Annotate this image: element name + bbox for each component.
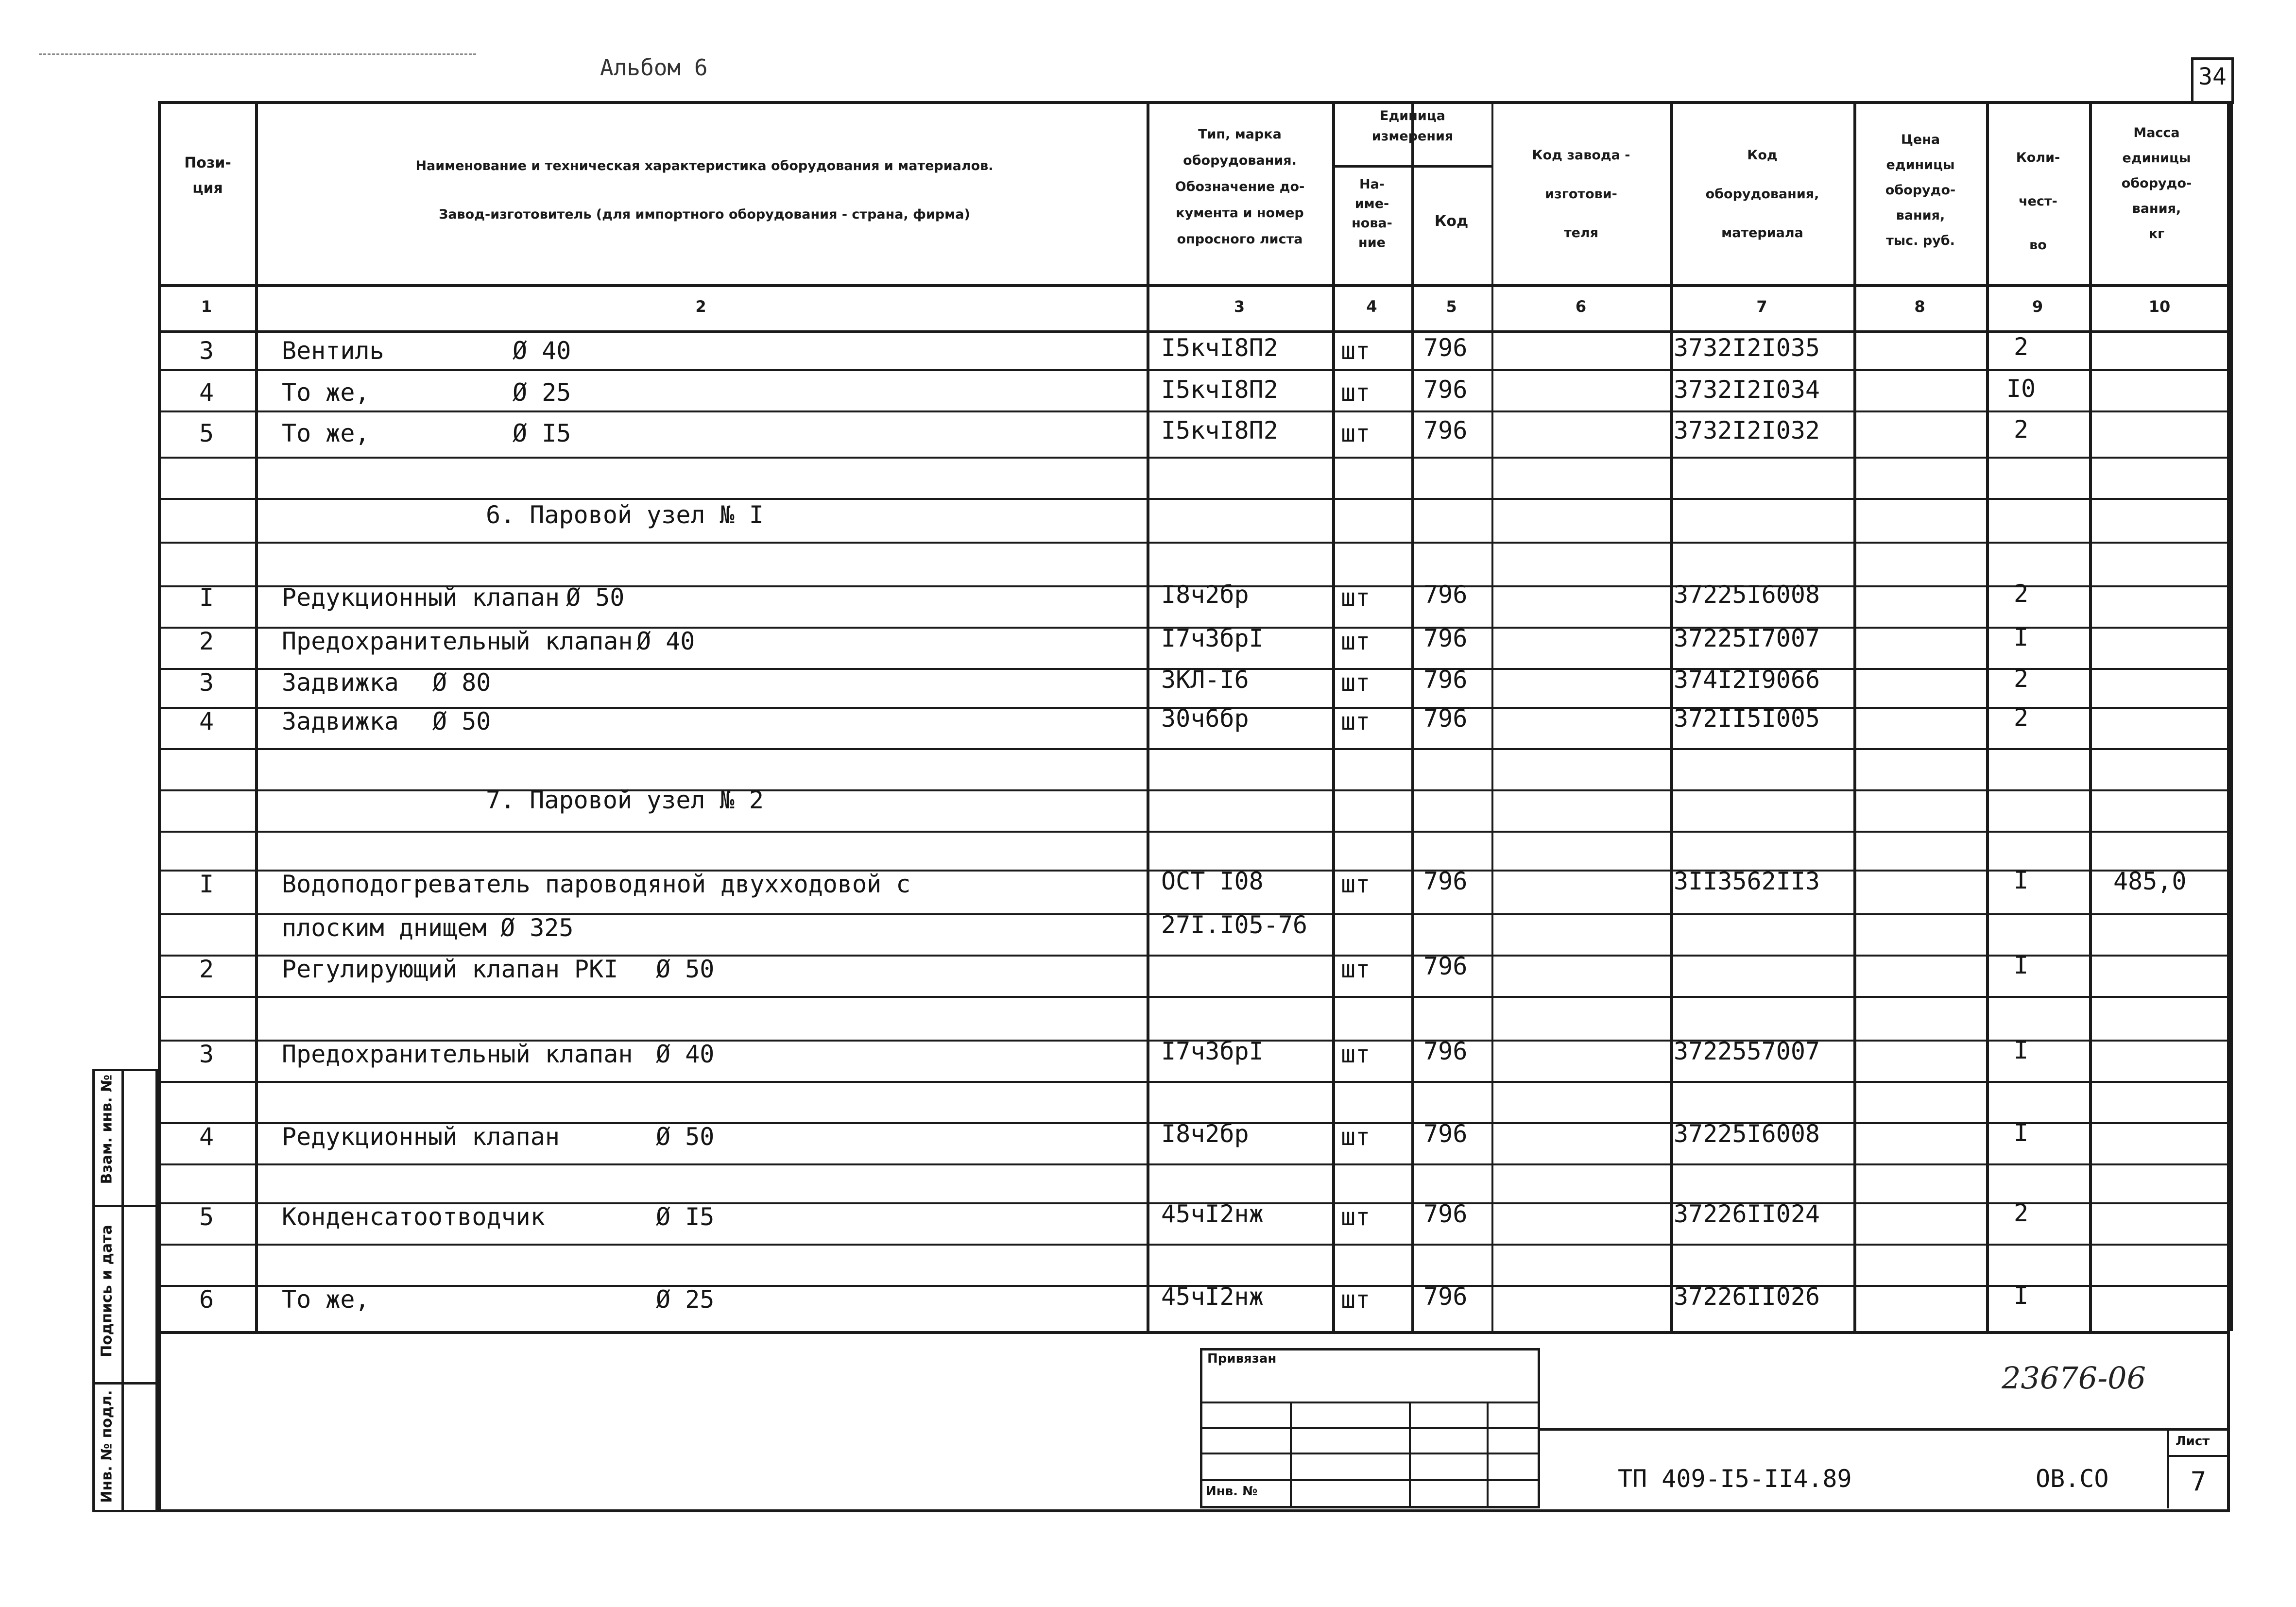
row-unit-code: 796 xyxy=(1423,666,1468,694)
handwritten-number: 23676-06 xyxy=(2002,1360,2146,1396)
column-divider xyxy=(2230,101,2233,1331)
row-divider xyxy=(158,498,2230,500)
inv-no-label: Инв. № xyxy=(1206,1484,1258,1499)
sheet-label: Лист xyxy=(2176,1434,2210,1449)
side-stamp-line xyxy=(92,1205,158,1207)
side-stamp-orig-inv: Инв. № подл. xyxy=(98,1390,116,1503)
side-stamp-signature-date: Подпись и дата xyxy=(98,1225,116,1357)
row-diameter: Ø 50 xyxy=(566,583,625,612)
row-quantity: I xyxy=(2013,1119,2029,1147)
row-type: I7ч3брI xyxy=(1161,624,1264,652)
row-unit-code: 796 xyxy=(1423,334,1468,362)
row-quantity: 2 xyxy=(2013,580,2029,608)
header-equipment-code: Код оборудования, материала xyxy=(1705,148,1819,240)
row-divider xyxy=(158,831,2230,833)
row-type: I7ч3брI xyxy=(1161,1037,1264,1065)
row-unit-code: 796 xyxy=(1423,952,1468,980)
row-position: 4 xyxy=(199,378,214,407)
row-name: Редукционный клапан xyxy=(282,583,560,612)
row-equipment-code: 37225I6008 xyxy=(1674,1120,1820,1148)
row-type: 27I.I05-76 xyxy=(1161,911,1308,939)
row-divider xyxy=(158,410,2230,412)
row-name: Задвижка xyxy=(282,668,399,697)
row-position: 3 xyxy=(199,1040,214,1068)
row-diameter: Ø 40 xyxy=(636,627,695,655)
row-quantity: 2 xyxy=(2013,333,2029,361)
header-mass: Масса единицы оборудо- вания, кг xyxy=(2121,125,2192,241)
row-quantity: I0 xyxy=(2006,375,2036,403)
row-name: Предохранительный клапан xyxy=(282,627,633,655)
row-divider xyxy=(1332,165,1491,168)
row-name: Водоподогреватель пароводяной двухходовой с xyxy=(282,870,911,898)
row-position: 2 xyxy=(199,627,214,655)
section-title: 6. Паровой узел № I xyxy=(486,501,764,529)
row-divider xyxy=(158,1244,2230,1246)
row-divider xyxy=(158,284,2230,287)
row-name: Предохранительный клапан xyxy=(282,1040,633,1068)
row-type: ОСТ I08 xyxy=(1161,867,1264,895)
side-stamp-replace-inv: Взам. инв. № xyxy=(98,1074,116,1184)
row-divider xyxy=(158,1331,2230,1334)
row-position: 3 xyxy=(199,668,214,697)
row-name: То же, xyxy=(282,378,370,407)
title-vline xyxy=(1409,1402,1411,1508)
album-label: Альбом 6 xyxy=(600,54,708,81)
row-equipment-code: 37225I7007 xyxy=(1674,624,1820,652)
row-equipment-code: 3732I2I035 xyxy=(1674,334,1820,362)
column-number: 4 xyxy=(1366,297,1377,316)
column-number: 1 xyxy=(201,297,212,316)
column-number: 8 xyxy=(1914,297,1925,316)
scan-dash-line xyxy=(39,53,476,55)
row-name: Вентиль xyxy=(282,337,384,365)
row-unit-code: 796 xyxy=(1423,376,1468,404)
row-unit-code: 796 xyxy=(1423,624,1468,652)
row-quantity: I xyxy=(2013,1036,2029,1064)
row-unit-code: 796 xyxy=(1423,1120,1468,1148)
row-position: I xyxy=(199,583,214,612)
row-unit: шт xyxy=(1341,583,1371,612)
document-mark: ОВ.СО xyxy=(2036,1465,2109,1493)
row-diameter: Ø I5 xyxy=(656,1203,715,1231)
page-number: 34 xyxy=(2198,63,2227,90)
row-position: I xyxy=(199,870,214,898)
row-divider xyxy=(158,748,2230,750)
row-divider xyxy=(158,542,2230,544)
row-position: 6 xyxy=(199,1285,214,1314)
row-diameter: Ø 50 xyxy=(432,707,491,735)
row-type: I5кчI8П2 xyxy=(1161,416,1278,444)
column-number: 6 xyxy=(1575,297,1587,316)
row-diameter: Ø 40 xyxy=(656,1040,715,1068)
section-title: 7. Паровой узел № 2 xyxy=(486,786,764,814)
row-equipment-code: 3II3562II3 xyxy=(1674,867,1820,895)
row-quantity: 2 xyxy=(2013,665,2029,693)
row-quantity: I xyxy=(2013,1282,2029,1310)
row-position: 5 xyxy=(199,419,214,447)
header-type: Тип, марка оборудования. Обозначение до- кумента и номер опросного листа xyxy=(1175,127,1305,247)
title-line xyxy=(1200,1427,1540,1429)
row-diameter: Ø 325 xyxy=(500,914,574,942)
header-quantity: Коли- чест- во xyxy=(2016,150,2060,253)
row-diameter: Ø I5 xyxy=(513,419,571,447)
row-name: плоским днищем xyxy=(282,914,487,942)
title-vline xyxy=(1290,1402,1292,1508)
row-diameter: Ø 25 xyxy=(513,378,571,407)
row-unit: шт xyxy=(1341,1123,1371,1151)
row-diameter: Ø 25 xyxy=(656,1285,715,1314)
row-unit-code: 796 xyxy=(1423,867,1468,895)
row-unit: шт xyxy=(1341,1285,1371,1314)
row-unit: шт xyxy=(1341,419,1371,447)
row-equipment-code: 37226II026 xyxy=(1674,1282,1820,1311)
row-divider xyxy=(158,369,2230,371)
sheet-number: 7 xyxy=(2190,1466,2207,1497)
row-divider xyxy=(158,457,2230,459)
header-name: Наименование и техническая характеристика оборудования и материалов. Завод-изготовитель (для импортного оборудования - страна, фирма) xyxy=(415,158,994,222)
side-stamp-line xyxy=(92,1382,158,1385)
column-number: 7 xyxy=(1756,297,1767,316)
row-divider xyxy=(158,996,2230,998)
row-equipment-code: 3732I2I032 xyxy=(1674,416,1820,444)
row-type: I8ч2бр xyxy=(1161,581,1249,609)
row-unit-code: 796 xyxy=(1423,1037,1468,1065)
row-unit: шт xyxy=(1341,1203,1371,1231)
title-line xyxy=(1200,1479,1540,1481)
row-equipment-code: 37225I6008 xyxy=(1674,581,1820,609)
row-unit-code: 796 xyxy=(1423,581,1468,609)
row-position: 5 xyxy=(199,1203,214,1231)
title-line xyxy=(1200,1453,1540,1454)
row-type: I5кчI8П2 xyxy=(1161,376,1278,404)
row-quantity: I xyxy=(2013,951,2029,979)
row-quantity: 2 xyxy=(2013,415,2029,444)
row-unit-code: 796 xyxy=(1423,416,1468,444)
row-unit: шт xyxy=(1341,955,1371,983)
row-mass: 485,0 xyxy=(2113,867,2187,895)
row-position: 4 xyxy=(199,1123,214,1151)
row-name: Конденсатоотводчик xyxy=(282,1203,545,1231)
privyazan-label: Привязан xyxy=(1207,1351,1277,1366)
row-position: 2 xyxy=(199,955,214,983)
row-type: 30ч6бр xyxy=(1161,704,1249,733)
row-equipment-code: 37226II024 xyxy=(1674,1200,1820,1228)
row-equipment-code: 3732I2I034 xyxy=(1674,376,1820,404)
row-position: 3 xyxy=(199,337,214,365)
row-equipment-code: 372II5I005 xyxy=(1674,704,1820,733)
row-equipment-code: 374I2I9066 xyxy=(1674,666,1820,694)
row-diameter: Ø 80 xyxy=(432,668,491,697)
row-unit-code: 796 xyxy=(1423,1282,1468,1311)
row-quantity: I xyxy=(2013,866,2029,894)
header-plant-code: Код завода - изготови- теля xyxy=(1532,148,1630,240)
row-diameter: Ø 40 xyxy=(513,337,571,365)
row-quantity: I xyxy=(2013,623,2029,651)
row-type: I5кчI8П2 xyxy=(1161,334,1278,362)
side-stamp-divider xyxy=(121,1069,124,1512)
row-divider xyxy=(158,1081,2230,1083)
row-type: 45чI2нж xyxy=(1161,1200,1264,1228)
row-name: То же, xyxy=(282,419,370,447)
row-diameter: Ø 50 xyxy=(656,955,715,983)
row-divider xyxy=(158,789,2230,791)
row-equipment-code: 3722557007 xyxy=(1674,1037,1820,1065)
column-number: 10 xyxy=(2148,297,2171,316)
header-unit-group: Единица измерения xyxy=(1371,108,1454,144)
row-type: 3КЛ-I6 xyxy=(1161,666,1249,694)
row-unit: шт xyxy=(1341,707,1371,735)
row-unit: шт xyxy=(1341,870,1371,898)
row-type: I8ч2бр xyxy=(1161,1120,1249,1148)
row-unit: шт xyxy=(1341,668,1371,697)
header-unit-name: На- име- нова- ние xyxy=(1352,177,1392,250)
column-number: 5 xyxy=(1446,297,1457,316)
column-number: 9 xyxy=(2032,297,2043,316)
row-name: То же, xyxy=(282,1285,370,1314)
column-number: 2 xyxy=(695,297,706,316)
row-name: Регулирующий клапан РКI xyxy=(282,955,618,983)
row-name: Редукционный клапан xyxy=(282,1123,560,1151)
row-unit-code: 796 xyxy=(1423,1200,1468,1228)
row-unit: шт xyxy=(1341,337,1371,365)
row-name: Задвижка xyxy=(282,707,399,735)
row-divider xyxy=(158,1163,2230,1165)
row-position: 4 xyxy=(199,707,214,735)
header-unit-code: Код xyxy=(1434,213,1469,230)
row-quantity: 2 xyxy=(2013,703,2029,732)
header-position: Пози- ция xyxy=(184,154,231,197)
header-price: Цена единицы оборудо- вания, тыс. руб. xyxy=(1885,132,1956,248)
row-unit: шт xyxy=(1341,378,1371,407)
title-vline xyxy=(1487,1402,1489,1508)
row-diameter: Ø 50 xyxy=(656,1123,715,1151)
title-line xyxy=(1540,1428,2230,1431)
row-unit-code: 796 xyxy=(1423,704,1468,733)
document-code: ТП 409-I5-II4.89 xyxy=(1618,1465,1852,1493)
row-unit: шт xyxy=(1341,1040,1371,1068)
row-type: 45чI2нж xyxy=(1161,1282,1264,1311)
column-number: 3 xyxy=(1234,297,1245,316)
row-unit: шт xyxy=(1341,627,1371,655)
title-line xyxy=(2167,1455,2230,1457)
title-line xyxy=(1200,1402,1540,1403)
row-quantity: 2 xyxy=(2013,1199,2029,1227)
